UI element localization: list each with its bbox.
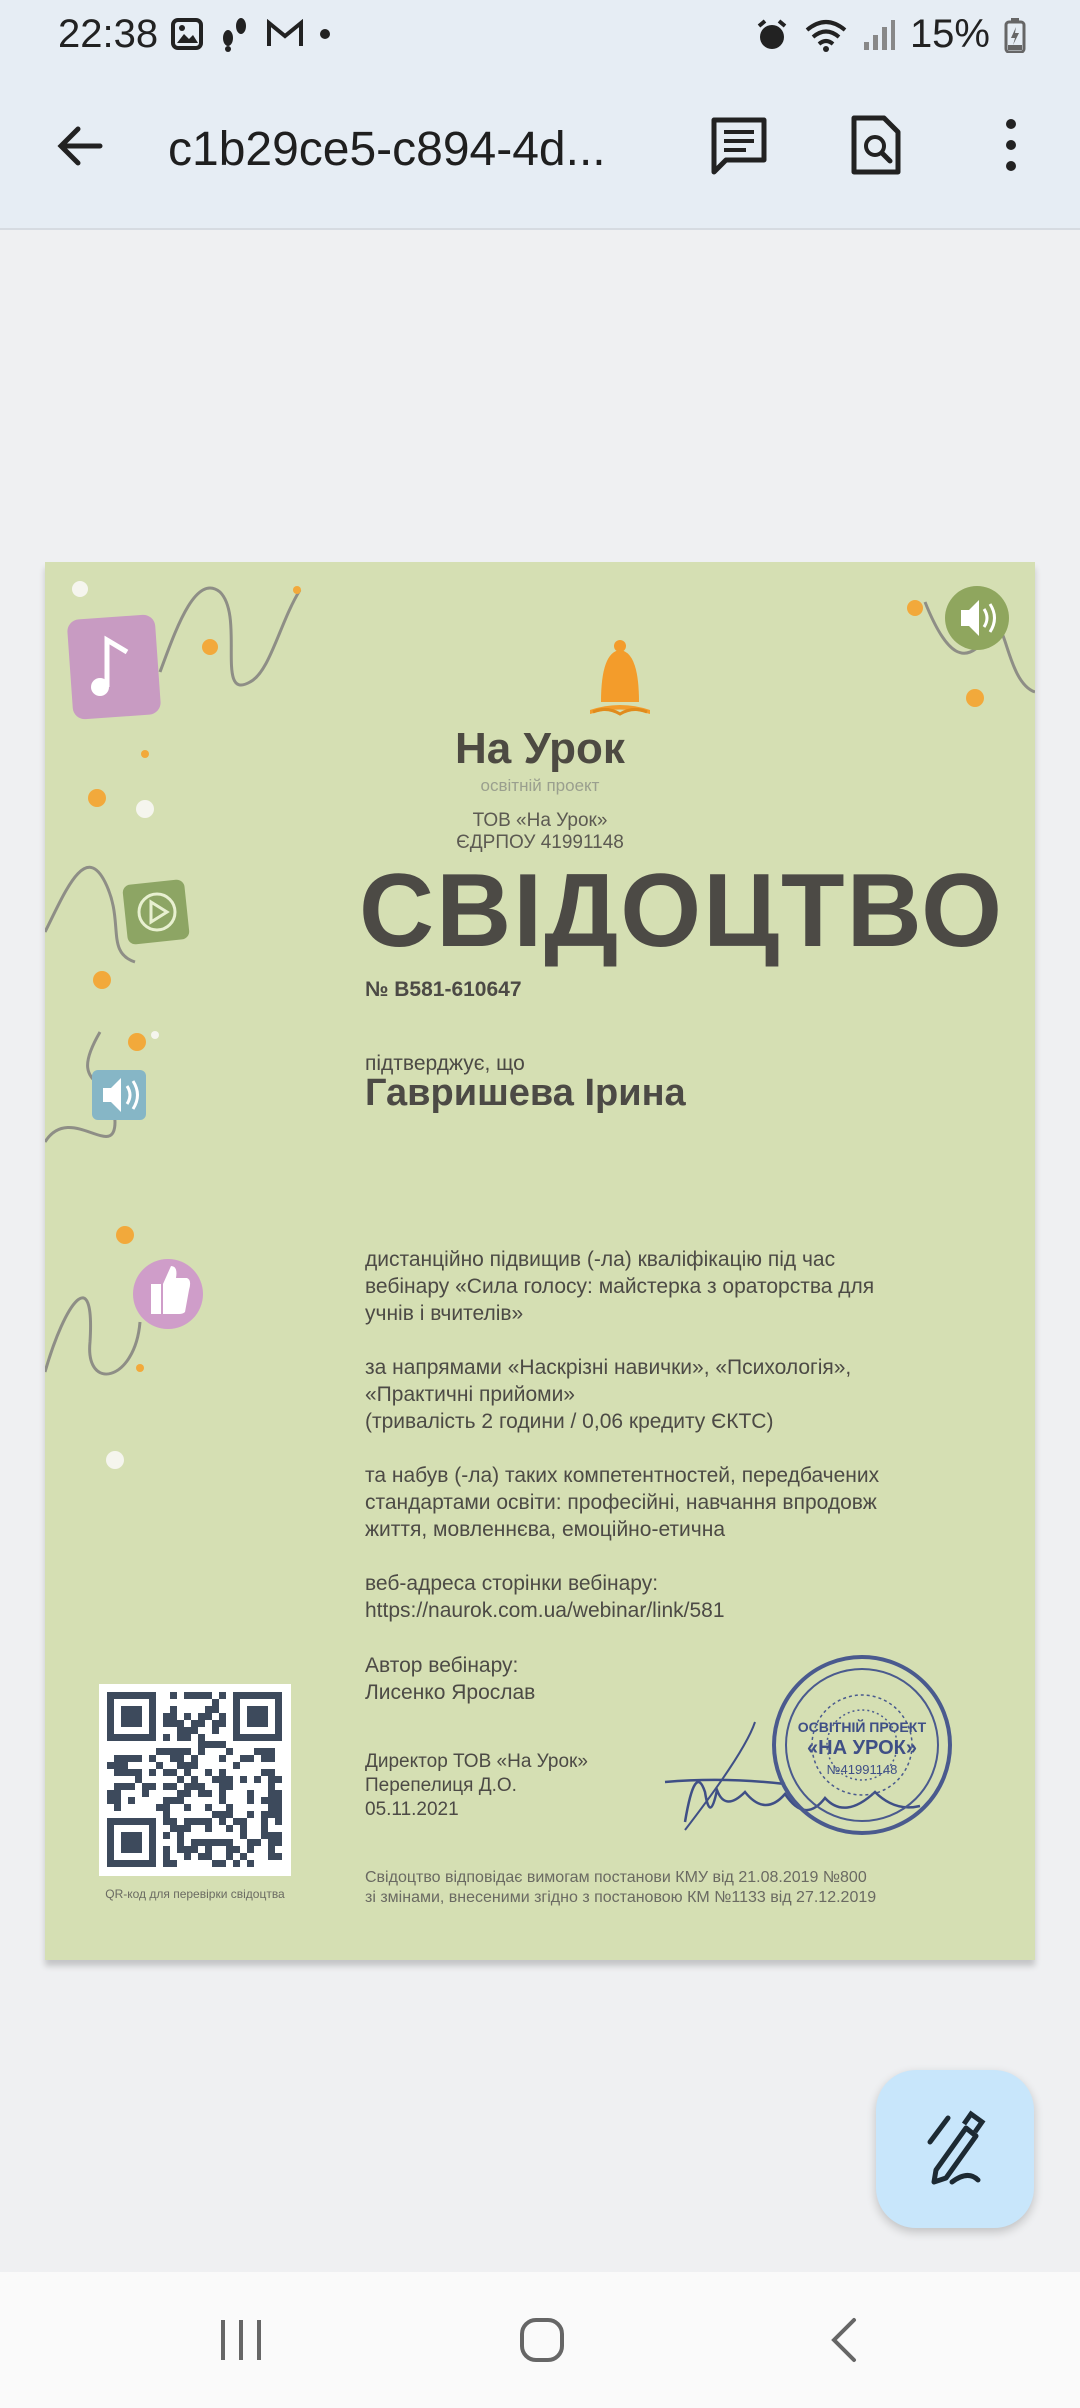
gmail-icon [266,19,304,49]
alarm-icon [754,17,790,53]
status-right [754,12,1026,57]
paragraph-directions [365,1354,965,1435]
brand-subtitle: освітній проект [480,776,600,795]
text-line: стандартами освіти: професійні, навчання впродовж [365,1491,877,1514]
paragraph-qualification [365,1246,965,1327]
home-icon[interactable] [518,2316,566,2364]
back-nav-icon[interactable] [826,2316,862,2364]
text-line: (тривалість 2 години / 0,06 кредиту ЄКТС) [365,1410,774,1433]
document-title: c1b29ce5-c894-4d... [168,123,606,176]
issue-date: 05.11.2021 [365,1799,459,1820]
org-name: ТОВ «На Урок» [472,810,608,831]
system-navigation-bar [0,2272,1080,2408]
text-line: Свідоцтво відповідає вимогам постанови КМУ від 21.08.2019 №800 [365,1869,867,1886]
music-note-tile [67,614,162,720]
legal-note [365,1868,965,1908]
wifi-icon [804,18,848,52]
app-bar [0,70,1080,230]
org-code: ЄДРПОУ 41991148 [456,832,624,853]
status-bar [0,0,1080,70]
author-label: Автор вебінару: [365,1654,519,1677]
certificate-title: СВІДОЦТВО [359,853,1004,969]
text-line: учнів і вчителів» [365,1302,524,1325]
recent-apps-icon[interactable] [218,2318,264,2362]
text-line: «Практичні прийоми» [365,1383,575,1406]
text-line: життя, мовленнєва, емоційно-етична [365,1518,725,1541]
director-name: Перепелиця Д.О. [365,1775,517,1796]
status-time: 22:38 [58,12,159,56]
search-document-icon[interactable] [848,114,904,176]
battery-icon [1004,17,1026,53]
webinar-link[interactable]: https://naurok.com.ua/webinar/link/581 [365,1599,725,1622]
organization-info [45,810,1035,854]
certificate-page [45,562,1035,1960]
paragraph-competencies [365,1462,965,1543]
gallery-icon [170,17,204,51]
stamp-text-middle: «НА УРОК» [807,1737,917,1759]
paragraph-webinar-url [365,1570,965,1624]
qr-caption: QR-код для перевірки свідоцтва [105,1887,285,1901]
director-title: Директор ТОВ «На Урок» [365,1751,588,1772]
signal-icon [862,18,896,52]
steps-icon [218,16,252,52]
text-line: за напрямами «Наскрізні навички», «Психологія», [365,1356,852,1379]
qr-code-image [99,1684,291,1876]
recipient-name: Гавришева Ірина [365,1072,686,1114]
author-name: Лисенко Ярослав [365,1681,536,1704]
text-line: та набув (-ла) таких компетентностей, передбачених [365,1464,880,1487]
confirms-label: підтверджує, що [365,1052,525,1075]
back-arrow-icon[interactable] [52,118,108,174]
director-block [365,1750,588,1822]
paragraph-author [365,1652,965,1706]
edit-fab-button[interactable] [876,2070,1034,2228]
stamp-text-number: №41991148 [826,1762,898,1777]
comments-icon[interactable] [708,114,770,176]
text-line: веб-адреса сторінки вебінару: [365,1572,659,1595]
dot-icon [318,27,332,41]
text-line: дистанційно підвищив (-ла) кваліфікацію під час [365,1248,836,1271]
battery-percent: 15% [909,12,990,56]
bell-logo-icon [590,640,650,714]
notification-icons [170,16,332,52]
stamp-text-top: ОСВІТНІЙ ПРОЕКТ [797,1719,927,1735]
text-line: вебінару «Сила голосу: майстерка з ораторства для [365,1275,875,1298]
more-options-icon[interactable] [998,114,1024,176]
brand-name: На Урок [455,724,625,773]
pen-edit-icon [876,2070,1034,2228]
certificate-number: № B581-610647 [365,978,522,1001]
text-line: зі змінами, внесеними згідно з постановою КМ №1133 від 27.12.2019 [365,1889,877,1906]
qr-code [99,1684,291,1876]
